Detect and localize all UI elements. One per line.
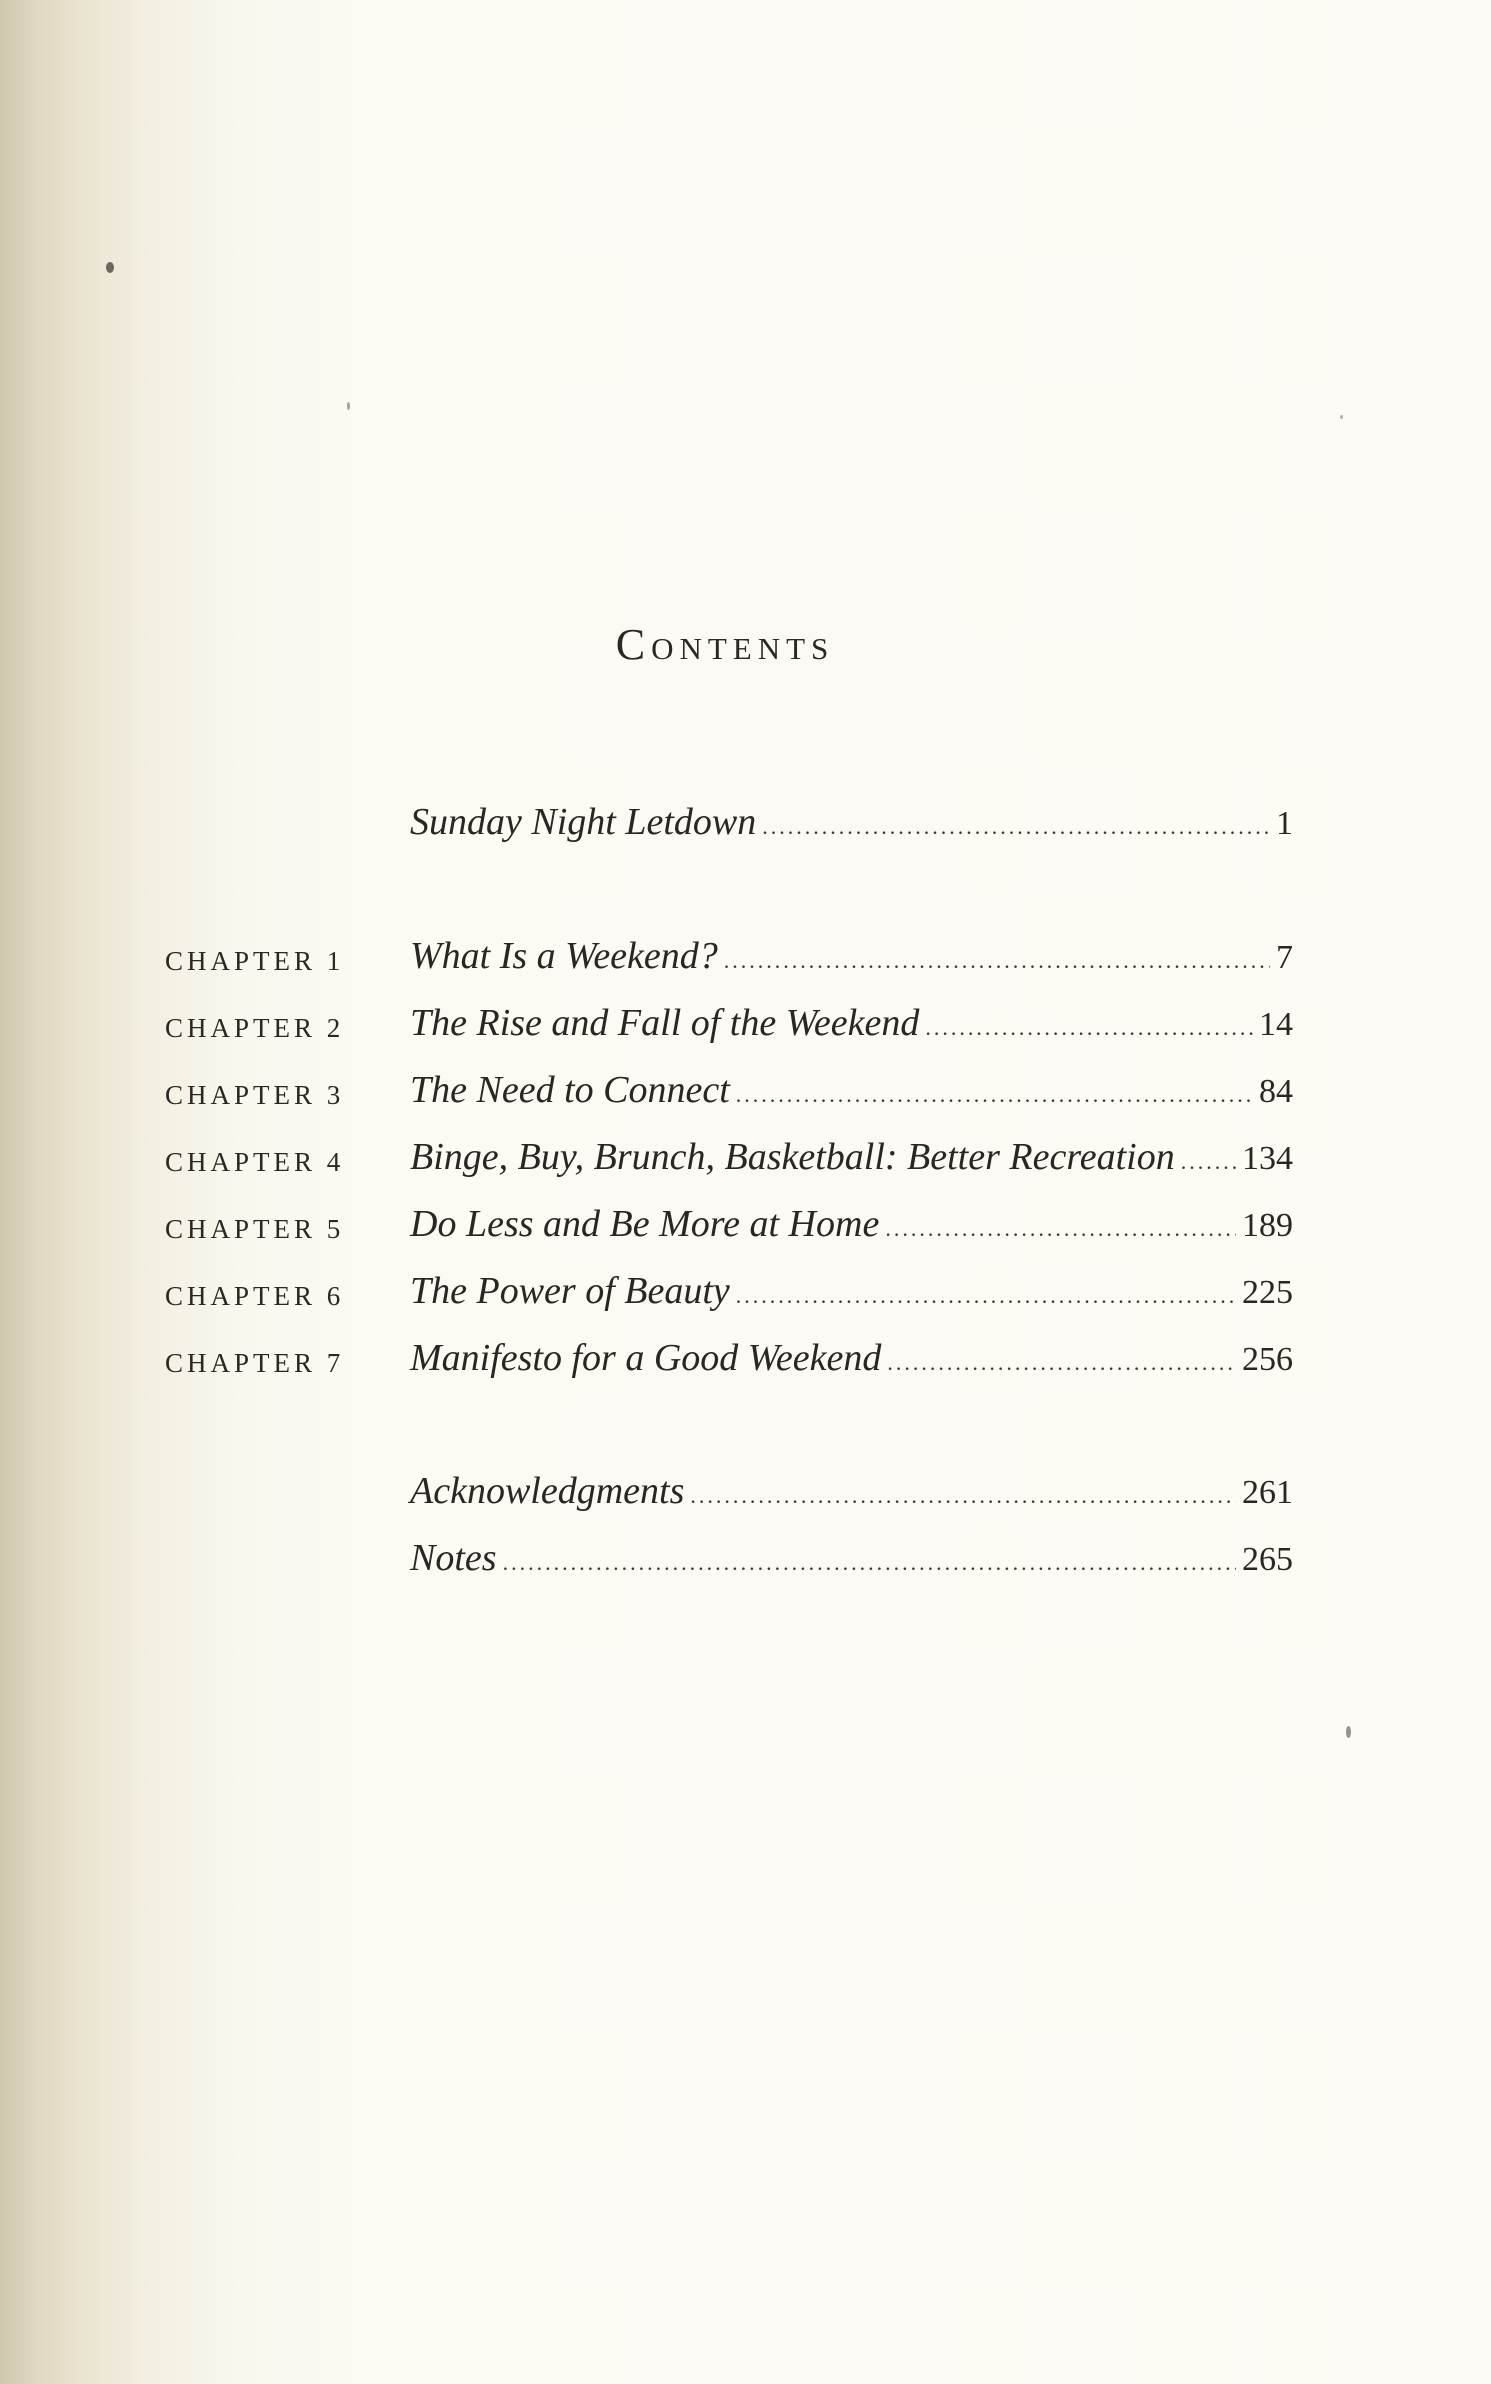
entry-title: Notes: [410, 1537, 497, 1579]
page-number: 189: [1242, 1207, 1293, 1244]
ink-speck: [347, 402, 350, 410]
toc-chapter-row: [0, 1135, 1491, 1195]
dot-leader: [885, 1216, 1236, 1242]
dot-leader: [724, 948, 1270, 974]
entry-title: What Is a Weekend?: [410, 935, 718, 977]
ink-speck: [106, 262, 114, 273]
entry-title: The Rise and Fall of the Weekend: [410, 1002, 920, 1044]
entry-title: Do Less and Be More at Home: [410, 1203, 880, 1245]
entry-title: Sunday Night Letdown: [410, 801, 757, 843]
page-number: 256: [1242, 1341, 1293, 1378]
dot-leader: [762, 814, 1270, 840]
page-number: 1: [1276, 805, 1293, 842]
toc-chapter-row: [0, 1269, 1491, 1329]
dot-leader: [925, 1015, 1253, 1041]
entry-title: Binge, Buy, Brunch, Basketball: Better Recreation: [410, 1136, 1175, 1178]
dot-leader: [690, 1483, 1236, 1509]
dot-leader: [503, 1550, 1236, 1576]
page-number: 14: [1259, 1006, 1293, 1043]
entry-title: Acknowledgments: [410, 1470, 685, 1512]
toc-entry: [410, 800, 1293, 844]
chapter-label: CHAPTER 1: [165, 946, 345, 976]
page-number: 84: [1259, 1073, 1293, 1110]
toc-entry-preface: [0, 800, 1491, 860]
chapter-label: CHAPTER 6: [165, 1281, 345, 1311]
chapter-label: CHAPTER 2: [165, 1013, 345, 1043]
toc-entry: [410, 1068, 1293, 1112]
toc-chapter-row: [0, 934, 1491, 994]
toc-entry: [410, 934, 1293, 978]
toc-chapter-row: [0, 1336, 1491, 1396]
page-title: Contents: [615, 620, 835, 670]
page-number: 134: [1242, 1140, 1293, 1177]
page-number: 225: [1242, 1274, 1293, 1311]
chapter-label: CHAPTER 4: [165, 1147, 345, 1177]
page-number: 265: [1242, 1541, 1293, 1578]
chapter-label: CHAPTER 5: [165, 1214, 345, 1244]
ink-speck: [1340, 415, 1343, 419]
dot-leader: [1181, 1149, 1236, 1175]
toc-entry: [410, 1469, 1293, 1513]
entry-title: Manifesto for a Good Weekend: [410, 1337, 882, 1379]
toc-chapter-row: [0, 1202, 1491, 1262]
toc-entry: [410, 1202, 1293, 1246]
toc-entry-notes: [0, 1536, 1491, 1596]
dot-leader: [736, 1283, 1236, 1309]
entry-title: The Power of Beauty: [410, 1270, 730, 1312]
entry-title: The Need to Connect: [410, 1069, 730, 1111]
dot-leader: [887, 1350, 1236, 1376]
toc-entry: [410, 1536, 1293, 1580]
toc-entry-acknowledgments: [0, 1469, 1491, 1529]
toc-chapter-row: [0, 1001, 1491, 1061]
toc-entry: [410, 1336, 1293, 1380]
toc-chapter-row: [0, 1068, 1491, 1128]
toc-entry: [410, 1269, 1293, 1313]
toc-entry: [410, 1135, 1293, 1179]
page-number: 7: [1276, 939, 1293, 976]
chapter-label: CHAPTER 7: [165, 1348, 345, 1378]
dot-leader: [736, 1082, 1253, 1108]
page-number: 261: [1242, 1474, 1293, 1511]
chapter-label: CHAPTER 3: [165, 1080, 345, 1110]
toc-entry: [410, 1001, 1293, 1045]
ink-speck: [1346, 1726, 1351, 1738]
